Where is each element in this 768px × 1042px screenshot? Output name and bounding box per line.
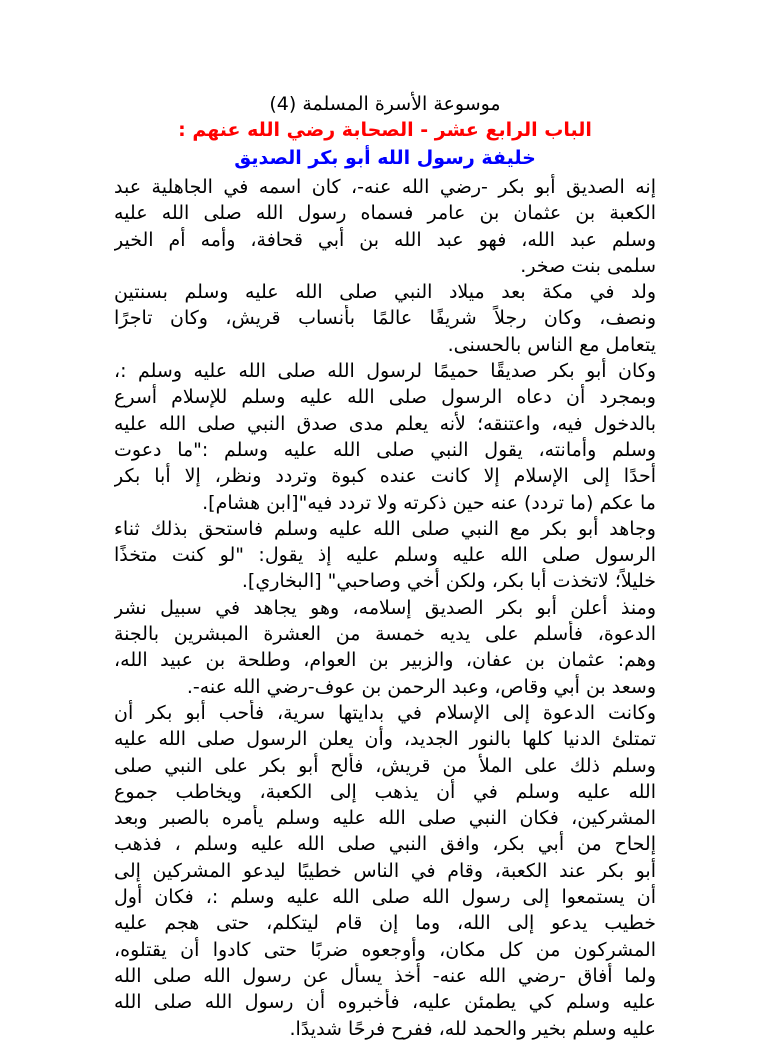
paragraph [114, 174, 656, 279]
text-line: وهم: عثمان بن عفان، والزبير بن العوام، وطلحة بن عبيد الله، [114, 649, 656, 672]
text-line: وكانت الدعوة إلى الإسلام في بدايتها سرية، فأحب أبو بكر أن [114, 701, 656, 724]
text-line: الدعوة، فأسلم على يديه خمسة من العشرة المبشرين بالجنة [114, 623, 656, 646]
paragraph [114, 700, 656, 1042]
text-line: وبمجرد أن دعاه الرسول صلى الله عليه وسلم للإسلام أسرع [114, 386, 656, 409]
text-line: أن يستمعوا إلى رسول الله صلى الله عليه وسلم :، فكان أول [114, 886, 656, 909]
text-line: ما عكم (ما تردد) عنه حين ذكرته ولا تردد فيه"[ابن هشام]. [202, 491, 656, 514]
text-line: ونصف، وكان رجلاً شريفًا عالمًا بأنساب قريش، وكان تاجرًا [114, 307, 656, 330]
text-line: ولما أفاق -رضي الله عنه- أخذ يسأل عن رسول الله صلى الله [114, 964, 656, 987]
text-line: وجاهد أبو بكر مع النبي صلى الله عليه وسلم فاستحق بذلك ثناء [114, 517, 656, 540]
paragraph [114, 358, 656, 516]
text-line: وسعد بن أبي وقاص، وعبد الرحمن بن عوف-رضي الله عنه-. [186, 675, 656, 698]
text-line: أحدًا إلى الإسلام إلا كانت عنده كبوة وتردد ونظر، إلا أبا بكر [114, 465, 656, 488]
text-line: وسلم ذلك على الملأ من قريش، فألح أبو بكر على النبي صلى [114, 754, 656, 777]
text-line: وكان أبو بكر صديقًا حميمًا لرسول الله صلى الله عليه وسلم :، [114, 360, 656, 383]
document-page [114, 92, 656, 1042]
text-line: خليلاً؛ لاتخذت أبا بكر، ولكن أخي وصاحبي" [البخاري]. [241, 570, 656, 593]
text-line: ولد في مكة بعد ميلاد النبي صلى الله عليه وسلم بسنتين [114, 281, 656, 304]
text-line: الرسول صلى الله عليه وسلم عليه إذ يقول: "لو كنت متخذًا [114, 544, 656, 567]
text-line: خطيب يدعو إلى الله، وما إن قام ليتكلم، حتى هجم عليه [114, 912, 656, 935]
text-line: يتعامل مع الناس بالحسنى. [447, 333, 656, 356]
article-title: خليفة رسول الله أبو بكر الصديق [234, 147, 536, 169]
chapter-heading: الباب الرابع عشر - الصحابة رضي الله عنهم : [178, 119, 592, 141]
text-line: ومنذ أعلن أبو بكر الصديق إسلامه، وهو يجاهد في سبيل نشر [114, 596, 656, 619]
text-line: سلمى بنت صخر. [520, 254, 656, 277]
document-header [114, 92, 656, 172]
paragraph [114, 279, 656, 358]
text-line: المشركون من كل مكان، وأوجعوه ضربًا حتى كادوا أن يقتلوه، [114, 938, 656, 961]
text-line: وسلم وأمانته، يقول النبي صلى الله عليه وسلم :"ما دعوت [114, 438, 656, 461]
text-line: أبو بكر عند الكعبة، وقام في الناس خطيبًا ليدعو المشركين إلى [114, 859, 656, 882]
text-line: الكعبة بن عثمان بن عامر فسماه رسول الله صلى الله عليه [114, 202, 656, 225]
paragraph [114, 516, 656, 595]
series-title: موسوعة الأسرة المسلمة (4) [269, 93, 501, 115]
text-line: عليه وسلم كي يطمئن عليه، فأخبروه أن رسول الله صلى الله [114, 991, 656, 1014]
text-line: إنه الصديق أبو بكر -رضي الله عنه-، كان اسمه في الجاهلية عبد [114, 176, 656, 198]
paragraph [114, 595, 656, 700]
text-line: الله عليه وسلم في أن يذهب إلى الكعبة، ويخاطب جموع [114, 780, 656, 803]
text-line: عليه وسلم بخير والحمد لله، ففرح فرحًا شديدًا. [289, 1017, 656, 1040]
text-line: إلحاح من أبي بكر، وافق النبي صلى الله عليه وسلم ، فذهب [114, 833, 656, 856]
article-body [114, 174, 656, 1042]
text-line: المشركين، فكان النبي صلى الله عليه وسلم يأمره بالصبر وبعد [114, 807, 656, 830]
text-line: بالدخول فيه، واعتنقه؛ لأنه يعلم مدى صدق النبي صلى الله عليه [114, 412, 656, 435]
text-line: وسلم عبد الله، فهو عبد الله بن أبي قحافة، وأمه أم الخير [114, 228, 656, 251]
text-line: تمتلئ الدنيا كلها بالنور الجديد، وأن يعلن الرسول صلى الله عليه [114, 728, 656, 751]
